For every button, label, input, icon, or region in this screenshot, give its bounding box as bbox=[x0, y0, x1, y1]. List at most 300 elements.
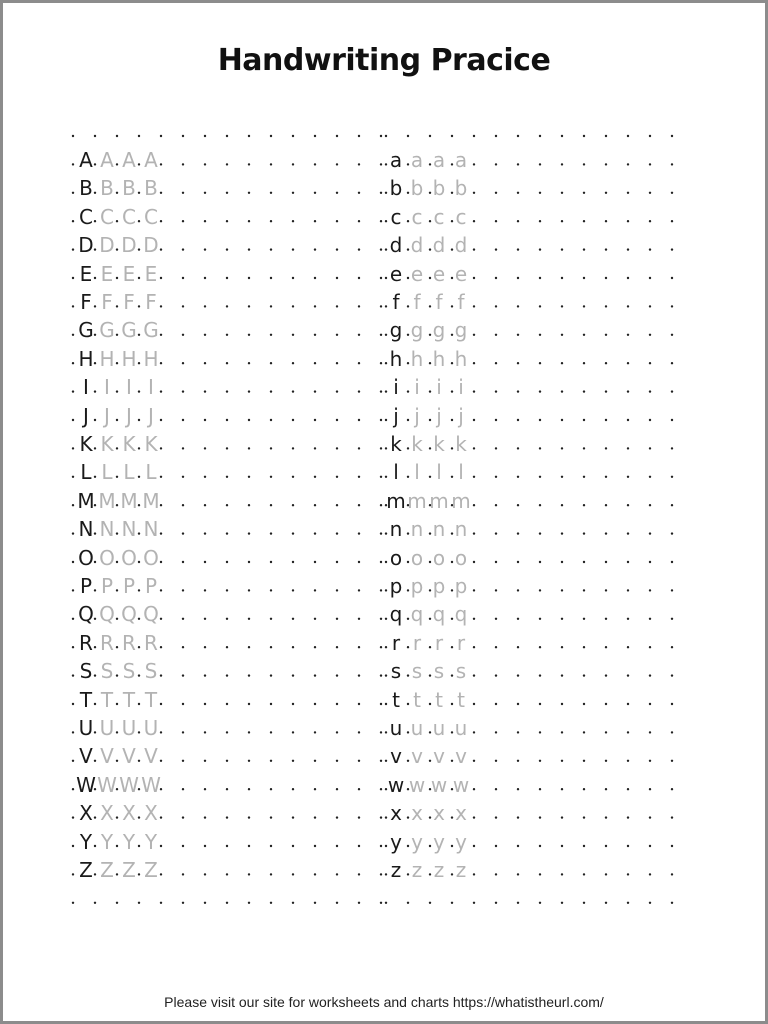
trace-letter[interactable]: a bbox=[454, 148, 468, 172]
grid-dot bbox=[182, 703, 184, 705]
trace-letter[interactable]: r bbox=[456, 630, 466, 655]
grid-dot bbox=[517, 674, 519, 676]
letter-row bbox=[76, 234, 162, 256]
grid-dot bbox=[336, 362, 338, 364]
grid-dot bbox=[314, 476, 316, 478]
model-letter: C bbox=[79, 204, 93, 229]
trace-letter[interactable]: z bbox=[433, 858, 445, 882]
trace-letter[interactable]: p bbox=[432, 574, 446, 598]
grid-dot bbox=[314, 220, 316, 222]
trace-letter[interactable]: E bbox=[144, 261, 158, 286]
trace-letter[interactable]: P bbox=[144, 574, 158, 598]
grid-dot bbox=[539, 192, 541, 194]
grid-dot bbox=[583, 163, 585, 165]
trace-letter[interactable]: I bbox=[104, 375, 110, 400]
trace-letter[interactable]: P bbox=[100, 574, 114, 598]
trace-letter[interactable]: C bbox=[100, 204, 114, 229]
trace-letter[interactable]: u bbox=[410, 716, 424, 740]
trace-letter[interactable]: e bbox=[454, 261, 468, 286]
grid-dot bbox=[226, 305, 228, 307]
grid-dot bbox=[226, 192, 228, 194]
trace-letter[interactable]: Z bbox=[144, 858, 158, 882]
grid-dot bbox=[605, 163, 607, 165]
trace-letter[interactable]: U bbox=[99, 716, 115, 740]
grid-dot bbox=[380, 902, 382, 904]
grid-dot bbox=[671, 646, 673, 648]
grid-dot bbox=[160, 902, 162, 904]
trace-letter[interactable]: n bbox=[432, 517, 446, 542]
grid-dot bbox=[314, 277, 316, 279]
trace-letter[interactable]: u bbox=[454, 716, 468, 740]
grid-dot bbox=[72, 135, 74, 137]
trace-letter[interactable]: j bbox=[436, 403, 442, 428]
grid-dot bbox=[226, 532, 228, 534]
grid-dot bbox=[517, 135, 519, 137]
grid-dot bbox=[336, 731, 338, 733]
trace-letter[interactable]: W bbox=[119, 772, 139, 797]
trace-letter[interactable]: l bbox=[414, 460, 420, 485]
trace-letter[interactable]: J bbox=[126, 403, 132, 428]
grid-dot bbox=[473, 390, 475, 392]
trace-letter[interactable]: V bbox=[122, 744, 136, 769]
letter-row bbox=[386, 348, 472, 370]
grid-dot bbox=[72, 561, 74, 563]
grid-dot bbox=[517, 447, 519, 449]
trace-letter[interactable]: L bbox=[123, 460, 135, 485]
trace-letter[interactable]: e bbox=[410, 261, 424, 286]
trace-letter[interactable]: Z bbox=[122, 858, 136, 882]
trace-letter[interactable]: F bbox=[145, 290, 157, 314]
grid-dot bbox=[336, 277, 338, 279]
grid-dot bbox=[72, 618, 74, 620]
trace-letter[interactable]: R bbox=[122, 630, 136, 655]
grid-dot bbox=[226, 816, 228, 818]
trace-letter[interactable]: E bbox=[122, 261, 136, 286]
grid-dot bbox=[671, 760, 673, 762]
grid-dot bbox=[605, 220, 607, 222]
trace-letter[interactable]: N bbox=[121, 517, 137, 542]
trace-letter[interactable]: R bbox=[100, 630, 114, 655]
trace-letter[interactable]: f bbox=[413, 290, 421, 314]
trace-letter[interactable]: A bbox=[100, 148, 114, 172]
letter-row bbox=[386, 831, 472, 853]
grid-dot bbox=[292, 476, 294, 478]
trace-letter[interactable]: x bbox=[411, 801, 423, 826]
grid-dot bbox=[583, 674, 585, 676]
trace-letter[interactable]: h bbox=[454, 346, 468, 371]
trace-letter[interactable]: i bbox=[458, 375, 464, 400]
letter-row bbox=[76, 405, 162, 427]
trace-letter[interactable]: z bbox=[411, 858, 423, 882]
trace-letter[interactable]: Q bbox=[143, 602, 159, 627]
grid-dot bbox=[380, 589, 382, 591]
trace-letter[interactable]: g bbox=[454, 318, 468, 343]
trace-letter[interactable]: k bbox=[455, 432, 467, 456]
grid-dot bbox=[671, 674, 673, 676]
grid-dot bbox=[473, 618, 475, 620]
grid-dot bbox=[561, 589, 563, 591]
grid-dot bbox=[72, 788, 74, 790]
trace-letter[interactable]: F bbox=[101, 290, 113, 314]
grid-dot bbox=[248, 192, 250, 194]
grid-dot bbox=[517, 873, 519, 875]
trace-letter[interactable]: U bbox=[121, 716, 137, 740]
trace-letter[interactable]: q bbox=[432, 602, 446, 627]
grid-dot bbox=[226, 248, 228, 250]
letter-row bbox=[386, 206, 472, 228]
letter-row bbox=[76, 149, 162, 171]
trace-letter[interactable]: T bbox=[122, 687, 136, 712]
trace-letter[interactable]: j bbox=[414, 403, 420, 428]
grid-dot bbox=[605, 589, 607, 591]
trace-letter[interactable]: Q bbox=[121, 602, 137, 627]
trace-letter[interactable]: x bbox=[433, 801, 445, 826]
grid-dot bbox=[380, 163, 382, 165]
grid-dot bbox=[517, 305, 519, 307]
trace-letter[interactable]: u bbox=[432, 716, 446, 740]
trace-letter[interactable]: l bbox=[436, 460, 442, 485]
trace-letter[interactable]: L bbox=[101, 460, 113, 485]
trace-letter[interactable]: y bbox=[411, 829, 423, 854]
trace-letter[interactable]: k bbox=[411, 432, 423, 456]
trace-letter[interactable]: w bbox=[452, 772, 470, 797]
letter-row bbox=[76, 461, 162, 483]
grid-dot bbox=[270, 731, 272, 733]
trace-letter[interactable]: D bbox=[99, 233, 115, 258]
trace-letter[interactable]: d bbox=[432, 233, 446, 258]
grid-dot bbox=[72, 845, 74, 847]
grid-dot bbox=[336, 589, 338, 591]
trace-letter[interactable]: b bbox=[410, 176, 424, 201]
grid-dot bbox=[204, 788, 206, 790]
trace-letter[interactable]: b bbox=[454, 176, 468, 201]
grid-dot bbox=[539, 760, 541, 762]
trace-letter[interactable]: k bbox=[433, 432, 445, 456]
grid-dot bbox=[248, 845, 250, 847]
grid-dot bbox=[605, 305, 607, 307]
trace-letter[interactable]: w bbox=[430, 772, 448, 797]
trace-letter[interactable]: J bbox=[148, 403, 154, 428]
trace-letter[interactable]: M bbox=[142, 488, 160, 513]
grid-dot bbox=[182, 163, 184, 165]
letter-row bbox=[386, 319, 472, 341]
trace-letter[interactable]: C bbox=[122, 204, 136, 229]
grid-dot bbox=[517, 561, 519, 563]
trace-letter[interactable]: J bbox=[104, 403, 110, 428]
letter-row bbox=[386, 632, 472, 654]
grid-dot bbox=[473, 589, 475, 591]
grid-dot bbox=[517, 362, 519, 364]
trace-letter[interactable]: K bbox=[122, 432, 136, 456]
trace-letter[interactable]: O bbox=[143, 545, 159, 570]
grid-dot bbox=[204, 873, 206, 875]
trace-letter[interactable]: h bbox=[432, 346, 446, 371]
trace-letter[interactable]: n bbox=[410, 517, 424, 542]
trace-letter[interactable]: K bbox=[144, 432, 158, 456]
grid-dot bbox=[583, 902, 585, 904]
trace-letter[interactable]: L bbox=[145, 460, 157, 485]
trace-letter[interactable]: E bbox=[100, 261, 114, 286]
trace-letter[interactable]: V bbox=[100, 744, 114, 769]
grid-dot bbox=[649, 674, 651, 676]
grid-dot bbox=[517, 703, 519, 705]
grid-dot bbox=[380, 248, 382, 250]
grid-dot bbox=[226, 618, 228, 620]
trace-letter[interactable]: C bbox=[144, 204, 158, 229]
trace-letter[interactable]: T bbox=[144, 687, 158, 712]
trace-letter[interactable]: a bbox=[432, 148, 446, 172]
trace-letter[interactable]: y bbox=[455, 829, 467, 854]
grid-dot bbox=[649, 816, 651, 818]
trace-letter[interactable]: v bbox=[433, 744, 445, 769]
grid-dot bbox=[204, 163, 206, 165]
grid-dot bbox=[182, 334, 184, 336]
grid-dot bbox=[517, 277, 519, 279]
trace-letter[interactable]: o bbox=[432, 545, 446, 570]
grid-dot bbox=[248, 305, 250, 307]
trace-letter[interactable]: v bbox=[455, 744, 467, 769]
trace-letter[interactable]: Y bbox=[144, 829, 158, 854]
letter-row bbox=[76, 490, 162, 512]
trace-letter[interactable]: X bbox=[122, 801, 136, 826]
grid-dot bbox=[292, 561, 294, 563]
trace-letter[interactable]: c bbox=[411, 204, 423, 229]
grid-dot bbox=[270, 532, 272, 534]
trace-letter[interactable]: B bbox=[122, 176, 136, 201]
grid-dot bbox=[358, 390, 360, 392]
trace-letter[interactable]: j bbox=[458, 403, 464, 428]
grid-dot bbox=[380, 476, 382, 478]
model-letter: O bbox=[78, 545, 94, 570]
trace-letter[interactable]: c bbox=[455, 204, 467, 229]
trace-letter[interactable]: g bbox=[410, 318, 424, 343]
trace-letter[interactable]: v bbox=[411, 744, 423, 769]
trace-letter[interactable]: S bbox=[122, 659, 136, 684]
grid-dot bbox=[182, 192, 184, 194]
trace-letter[interactable]: m bbox=[451, 488, 471, 513]
grid-dot bbox=[270, 845, 272, 847]
grid-dot bbox=[94, 902, 96, 904]
grid-dot bbox=[539, 390, 541, 392]
letter-row bbox=[386, 689, 472, 711]
trace-letter[interactable]: d bbox=[454, 233, 468, 258]
trace-letter[interactable]: V bbox=[144, 744, 158, 769]
grid-dot bbox=[314, 703, 316, 705]
letter-row bbox=[76, 291, 162, 313]
page-title: Handwriting Pracice bbox=[217, 43, 551, 78]
grid-dot bbox=[561, 760, 563, 762]
grid-dot bbox=[605, 618, 607, 620]
grid-dot bbox=[539, 220, 541, 222]
trace-letter[interactable]: N bbox=[143, 517, 159, 542]
trace-letter[interactable]: Z bbox=[100, 858, 114, 882]
letter-row bbox=[76, 177, 162, 199]
trace-letter[interactable]: e bbox=[432, 261, 446, 286]
trace-letter[interactable]: H bbox=[99, 346, 115, 371]
grid-dot bbox=[539, 504, 541, 506]
trace-letter[interactable]: b bbox=[432, 176, 446, 201]
grid-dot bbox=[495, 362, 497, 364]
grid-dot bbox=[407, 902, 409, 904]
grid-dot bbox=[561, 277, 563, 279]
grid-dot bbox=[380, 561, 382, 563]
trace-letter[interactable]: a bbox=[410, 148, 424, 172]
trace-letter[interactable]: c bbox=[433, 204, 445, 229]
trace-letter[interactable]: h bbox=[410, 346, 424, 371]
trace-letter[interactable]: B bbox=[100, 176, 114, 201]
trace-letter[interactable]: o bbox=[410, 545, 424, 570]
trace-letter[interactable]: A bbox=[122, 148, 136, 172]
trace-letter[interactable]: m bbox=[407, 488, 427, 513]
grid-dot bbox=[473, 788, 475, 790]
trace-letter[interactable]: G bbox=[99, 318, 115, 343]
grid-dot bbox=[358, 703, 360, 705]
trace-letter[interactable]: M bbox=[120, 488, 138, 513]
grid-dot bbox=[270, 816, 272, 818]
grid-dot bbox=[473, 362, 475, 364]
grid-dot bbox=[539, 248, 541, 250]
trace-letter[interactable]: I bbox=[148, 375, 154, 400]
trace-letter[interactable]: s bbox=[455, 659, 467, 684]
grid-dot bbox=[336, 816, 338, 818]
trace-letter[interactable]: H bbox=[143, 346, 159, 371]
grid-dot bbox=[495, 248, 497, 250]
grid-dot bbox=[314, 390, 316, 392]
grid-dot bbox=[583, 476, 585, 478]
grid-dot bbox=[539, 646, 541, 648]
grid-dot bbox=[270, 248, 272, 250]
trace-letter[interactable]: B bbox=[144, 176, 158, 201]
trace-letter[interactable]: W bbox=[141, 772, 161, 797]
grid-dot bbox=[539, 163, 541, 165]
grid-dot bbox=[72, 476, 74, 478]
grid-dot bbox=[671, 277, 673, 279]
trace-letter[interactable]: Y bbox=[122, 829, 136, 854]
grid-dot bbox=[336, 220, 338, 222]
trace-letter[interactable]: A bbox=[144, 148, 158, 172]
grid-dot bbox=[248, 703, 250, 705]
trace-letter[interactable]: w bbox=[408, 772, 426, 797]
trace-letter[interactable]: f bbox=[457, 290, 465, 314]
trace-letter[interactable]: N bbox=[99, 517, 115, 542]
grid-dot bbox=[495, 816, 497, 818]
model-letter: p bbox=[389, 574, 403, 598]
trace-letter[interactable]: S bbox=[100, 659, 114, 684]
trace-letter[interactable]: f bbox=[435, 290, 443, 314]
grid-dot bbox=[671, 362, 673, 364]
trace-letter[interactable]: D bbox=[121, 233, 137, 258]
grid-dot bbox=[473, 334, 475, 336]
trace-letter[interactable]: t bbox=[413, 687, 421, 712]
trace-letter[interactable]: H bbox=[121, 346, 137, 371]
grid-dot bbox=[314, 248, 316, 250]
grid-dot bbox=[473, 873, 475, 875]
trace-letter[interactable]: q bbox=[410, 602, 424, 627]
trace-letter[interactable]: p bbox=[410, 574, 424, 598]
trace-letter[interactable]: s bbox=[411, 659, 423, 684]
trace-letter[interactable]: Q bbox=[99, 602, 115, 627]
trace-letter[interactable]: x bbox=[455, 801, 467, 826]
trace-letter[interactable]: m bbox=[429, 488, 449, 513]
letter-row bbox=[76, 802, 162, 824]
trace-letter[interactable]: O bbox=[121, 545, 137, 570]
trace-letter[interactable]: r bbox=[412, 630, 422, 655]
trace-letter[interactable]: U bbox=[143, 716, 159, 740]
trace-letter[interactable]: o bbox=[454, 545, 468, 570]
trace-letter[interactable]: Y bbox=[100, 829, 114, 854]
trace-letter[interactable]: r bbox=[434, 630, 444, 655]
trace-letter[interactable]: I bbox=[126, 375, 132, 400]
trace-letter[interactable]: P bbox=[122, 574, 136, 598]
model-letter: t bbox=[392, 687, 400, 712]
trace-letter[interactable]: R bbox=[144, 630, 158, 655]
grid-dot bbox=[314, 305, 316, 307]
trace-letter[interactable]: y bbox=[433, 829, 445, 854]
trace-letter[interactable]: X bbox=[100, 801, 114, 826]
grid-dot bbox=[517, 220, 519, 222]
trace-letter[interactable]: K bbox=[100, 432, 114, 456]
trace-letter[interactable]: d bbox=[410, 233, 424, 258]
grid-dot bbox=[407, 135, 409, 137]
grid-dot bbox=[583, 334, 585, 336]
trace-letter[interactable]: q bbox=[454, 602, 468, 627]
grid-dot bbox=[451, 135, 453, 137]
grid-dot bbox=[226, 277, 228, 279]
trace-letter[interactable]: S bbox=[144, 659, 158, 684]
trace-letter[interactable]: W bbox=[97, 772, 117, 797]
grid-dot bbox=[561, 362, 563, 364]
trace-letter[interactable]: X bbox=[144, 801, 158, 826]
grid-dot bbox=[671, 532, 673, 534]
trace-letter[interactable]: z bbox=[455, 858, 467, 882]
grid-dot bbox=[671, 447, 673, 449]
trace-letter[interactable]: G bbox=[143, 318, 159, 343]
grid-dot bbox=[495, 674, 497, 676]
trace-letter[interactable]: i bbox=[436, 375, 442, 400]
trace-letter[interactable]: F bbox=[123, 290, 135, 314]
grid-dot bbox=[539, 532, 541, 534]
grid-dot bbox=[539, 731, 541, 733]
trace-letter[interactable]: g bbox=[432, 318, 446, 343]
grid-dot bbox=[270, 277, 272, 279]
grid-dot bbox=[583, 561, 585, 563]
trace-letter[interactable]: T bbox=[100, 687, 114, 712]
trace-letter[interactable]: s bbox=[433, 659, 445, 684]
grid-dot bbox=[380, 419, 382, 421]
trace-letter[interactable]: t bbox=[457, 687, 465, 712]
grid-dot bbox=[561, 163, 563, 165]
trace-letter[interactable]: n bbox=[454, 517, 468, 542]
trace-letter[interactable]: l bbox=[458, 460, 464, 485]
grid-dot bbox=[204, 504, 206, 506]
grid-dot bbox=[605, 192, 607, 194]
grid-dot bbox=[270, 447, 272, 449]
grid-dot bbox=[336, 504, 338, 506]
trace-letter[interactable]: G bbox=[121, 318, 137, 343]
trace-letter[interactable]: p bbox=[454, 574, 468, 598]
grid-dot bbox=[380, 816, 382, 818]
trace-letter[interactable]: D bbox=[143, 233, 159, 258]
trace-letter[interactable]: t bbox=[435, 687, 443, 712]
grid-dot bbox=[495, 447, 497, 449]
trace-letter[interactable]: i bbox=[414, 375, 420, 400]
model-letter: J bbox=[83, 403, 89, 428]
grid-dot bbox=[583, 248, 585, 250]
trace-letter[interactable]: O bbox=[99, 545, 115, 570]
grid-dot bbox=[561, 731, 563, 733]
grid-dot bbox=[292, 334, 294, 336]
trace-letter[interactable]: M bbox=[98, 488, 116, 513]
